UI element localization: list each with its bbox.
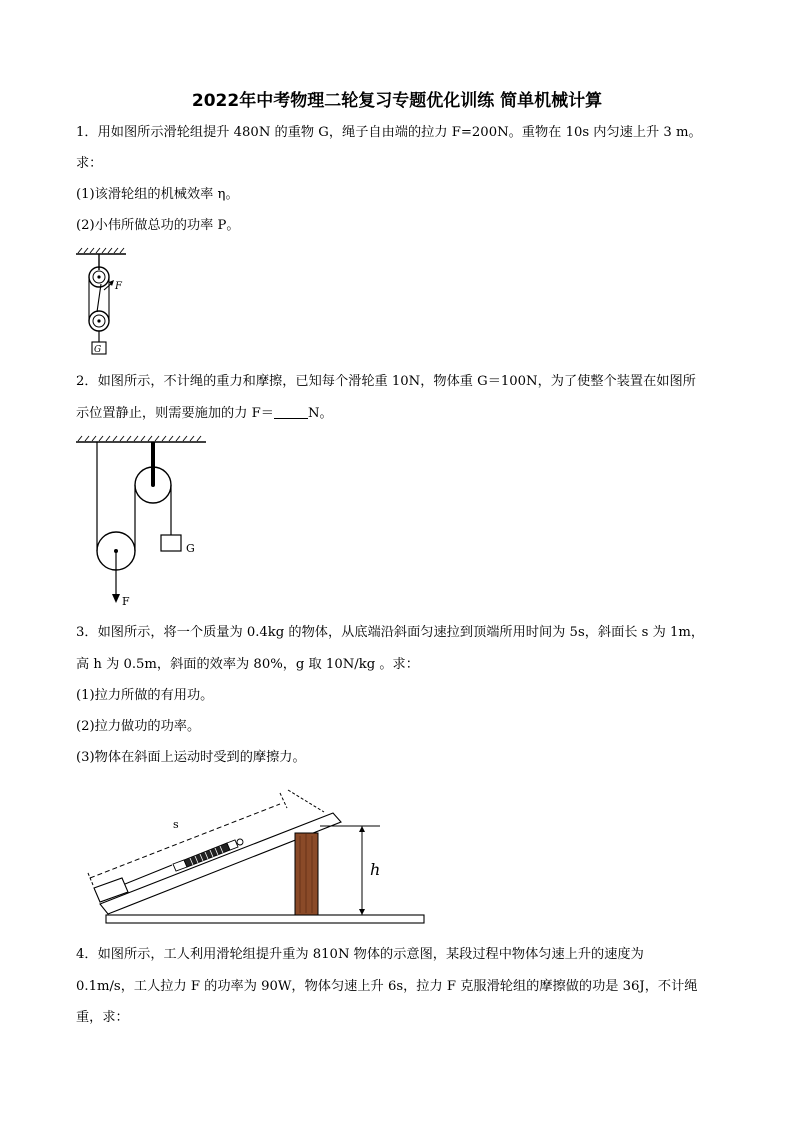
q3-part1: (1)拉力所做的有用功。 [76, 688, 214, 703]
q1-text-line2: 求： [76, 156, 103, 171]
q2-text-line2 [76, 405, 333, 423]
q4-text-line2: 0.1m/s，工人拉力 F 的功率为 90W，物体匀速上升 6s，拉力 F 克服滑轮组的摩擦做的功是 36J，不计绳 [76, 979, 698, 994]
q1-text-line1: 1．用如图所示滑轮组提升 480N 的重物 G，绳子自由端的拉力 F=200N。重物在 10s 内匀速上升 3 m。 [76, 125, 702, 140]
q3-part2: (2)拉力做功的功率。 [76, 719, 201, 734]
q3-text-line2: 高 h 为 0.5m，斜面的效率为 80%，g 取 10N/kg 。求： [76, 657, 419, 672]
q1-force-label: F [115, 281, 122, 292]
q2-weight-label: G [186, 542, 195, 555]
q2-text-prefix: 示位置静止，则需要施加的力 F＝ [76, 406, 274, 421]
q2-text-suffix: N。 [307, 406, 333, 421]
q1-part2: (2)小伟所做总功的功率 P。 [76, 218, 240, 233]
q3-length-label: s [173, 818, 179, 831]
answer-blank[interactable] [274, 405, 308, 419]
q3-height-label: h [370, 860, 381, 879]
q1-pulley-figure [74, 246, 144, 358]
q3-part3: (3)物体在斜面上运动时受到的摩擦力。 [76, 750, 306, 765]
q2-pulley-figure [74, 434, 214, 612]
q3-text-line1: 3．如图所示，将一个质量为 0.4kg 的物体，从底端沿斜面匀速拉到顶端所用时间为 5s，斜面长 s 为 1m， [76, 625, 705, 640]
q2-force-label: F [122, 595, 130, 608]
q3-incline-figure [84, 784, 430, 926]
page-title: 2022年中考物理二轮复习专题优化训练 简单机械计算 [191, 91, 603, 111]
q1-weight-label: G [94, 345, 102, 355]
q4-text-line3: 重，求： [76, 1010, 129, 1025]
q2-text-line1: 2．如图所示，不计绳的重力和摩擦，已知每个滑轮重 10N，物体重 G＝100N，为了使整个装置在如图所 [76, 374, 696, 389]
q1-part1: (1)该滑轮组的机械效率 η。 [76, 187, 239, 202]
q4-text-line1: 4．如图所示，工人利用滑轮组提升重为 810N 物体的示意图，某段过程中物体匀速上升的速度为 [76, 947, 644, 962]
